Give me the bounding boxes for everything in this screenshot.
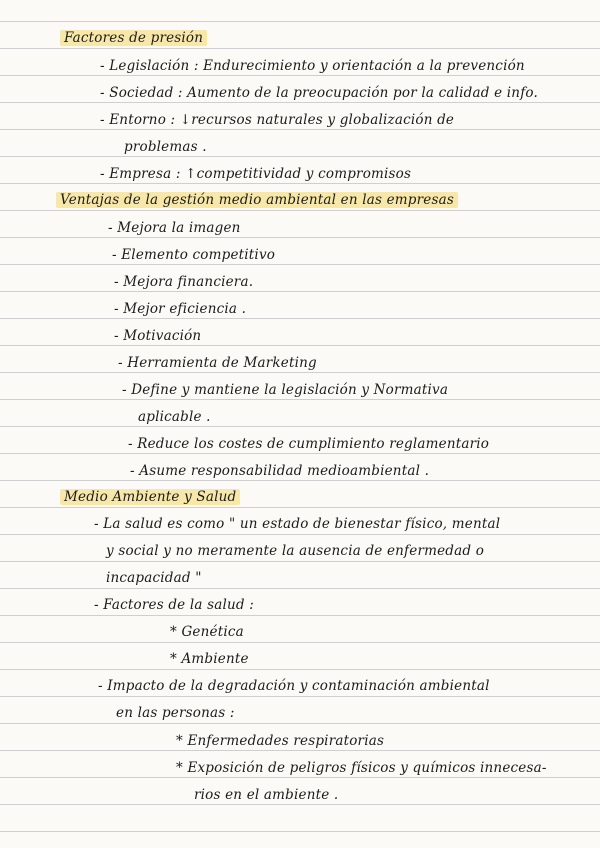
list-item: * Exposición de peligros físicos y químicos innecesa- <box>176 760 547 776</box>
list-item: en las personas : <box>116 705 235 721</box>
list-item: problemas . <box>124 139 207 155</box>
list-item: incapacidad " <box>106 570 202 586</box>
section-heading-medio-ambiente-salud: Medio Ambiente y Salud <box>60 489 240 505</box>
list-item: - Mejora financiera. <box>114 274 254 290</box>
section-heading-factores-presion: Factores de presión <box>60 30 207 46</box>
list-item: - Impacto de la degradación y contaminación ambiental <box>98 678 490 694</box>
list-item: y social y no meramente la ausencia de enfermedad o <box>106 543 485 559</box>
list-item: - Define y mantiene la legislación y Normativa <box>122 382 449 398</box>
list-item: - Motivación <box>114 328 202 344</box>
list-item: - Herramienta de Marketing <box>118 355 317 371</box>
list-item: - Asume responsabilidad medioambiental . <box>130 463 430 479</box>
list-item: * Genética <box>170 624 244 640</box>
list-item: - Elemento competitivo <box>112 247 276 263</box>
list-item: * Enfermedades respiratorias <box>176 733 385 749</box>
list-item: - La salud es como " un estado de bienestar físico, mental <box>94 516 501 532</box>
list-item: aplicable . <box>138 409 211 425</box>
list-item: - Reduce los costes de cumplimiento reglamentario <box>128 436 490 452</box>
list-item: - Mejora la imagen <box>108 220 241 236</box>
list-item: rios en el ambiente . <box>194 787 339 803</box>
list-item: * Ambiente <box>170 651 249 667</box>
list-item: - Sociedad : Aumento de la preocupación por la calidad e info. <box>100 85 538 101</box>
list-item: - Entorno : ↓recursos naturales y globalización de <box>100 112 455 128</box>
list-item: - Mejor eficiencia . <box>114 301 247 317</box>
list-item: - Factores de la salud : <box>94 597 254 613</box>
list-item: - Legislación : Endurecimiento y orientación a la prevención <box>100 58 525 74</box>
section-heading-ventajas-gestion: Ventajas de la gestión medio ambiental en las empresas <box>56 192 458 208</box>
list-item: - Empresa : ↑competitividad y compromisos <box>100 166 412 182</box>
